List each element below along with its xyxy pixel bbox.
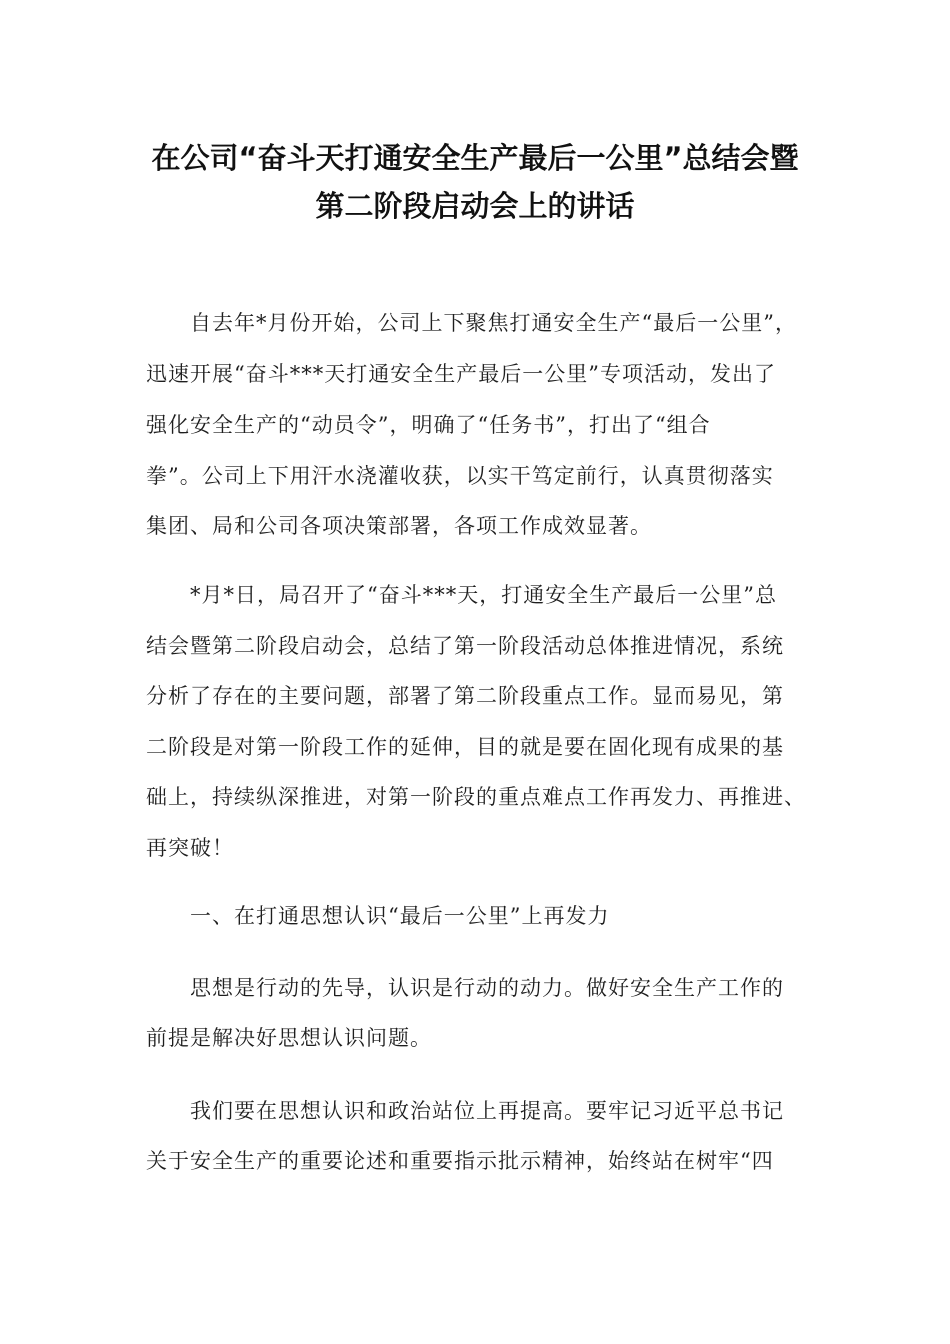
paragraph-4-line-1: 我们要在思想认识和政治站位上再提高。要牢记习近平总书记 bbox=[190, 1099, 784, 1123]
section-heading-1: 一、在打通思想认识“最后一公里”上再发力 bbox=[190, 904, 610, 928]
paragraph-2-line-4: 二阶段是对第一阶段工作的延伸，目的就是要在固化现有成果的基 bbox=[146, 735, 784, 759]
paragraph-1-line-5: 集团、局和公司各项决策部署，各项工作成效显著。 bbox=[146, 514, 652, 538]
paragraph-1-line-1: 自去年*月份开始，公司上下聚焦打通安全生产“最后一公里”， bbox=[190, 311, 797, 335]
paragraph-1-line-4: 拳”。公司上下用汗水浇灌收获，以实干笃定前行，认真贯彻落实 bbox=[146, 464, 774, 488]
paragraph-3-line-1: 思想是行动的先导，认识是行动的动力。做好安全生产工作的 bbox=[190, 976, 784, 1000]
document-title-line-1: 在公司“奋斗天打通安全生产最后一公里”总结会暨 bbox=[151, 141, 799, 175]
document-title-line-2: 第二阶段启动会上的讲话 bbox=[315, 189, 635, 223]
paragraph-2-line-5: 础上，持续纵深推进，对第一阶段的重点难点工作再发力、再推进、 bbox=[146, 785, 806, 809]
paragraph-2-line-2: 结会暨第二阶段启动会，总结了第一阶段活动总体推进情况，系统 bbox=[146, 634, 784, 658]
paragraph-2-line-1: *月*日，局召开了“奋斗***天，打通安全生产最后一公里”总 bbox=[190, 583, 777, 607]
paragraph-1-line-3: 强化安全生产的“动员令”，明确了“任务书”，打出了“组合 bbox=[146, 413, 711, 437]
paragraph-2-line-3: 分析了存在的主要问题，部署了第二阶段重点工作。显而易见，第 bbox=[146, 684, 784, 708]
paragraph-1-line-2: 迅速开展“奋斗***天打通安全生产最后一公里”专项活动，发出了 bbox=[146, 362, 776, 386]
paragraph-2-line-6: 再突破！ bbox=[146, 836, 234, 860]
paragraph-3-line-2: 前提是解决好思想认识问题。 bbox=[146, 1026, 432, 1050]
paragraph-4-line-2: 关于安全生产的重要论述和重要指示批示精神，始终站在树牢“四 bbox=[146, 1149, 774, 1173]
